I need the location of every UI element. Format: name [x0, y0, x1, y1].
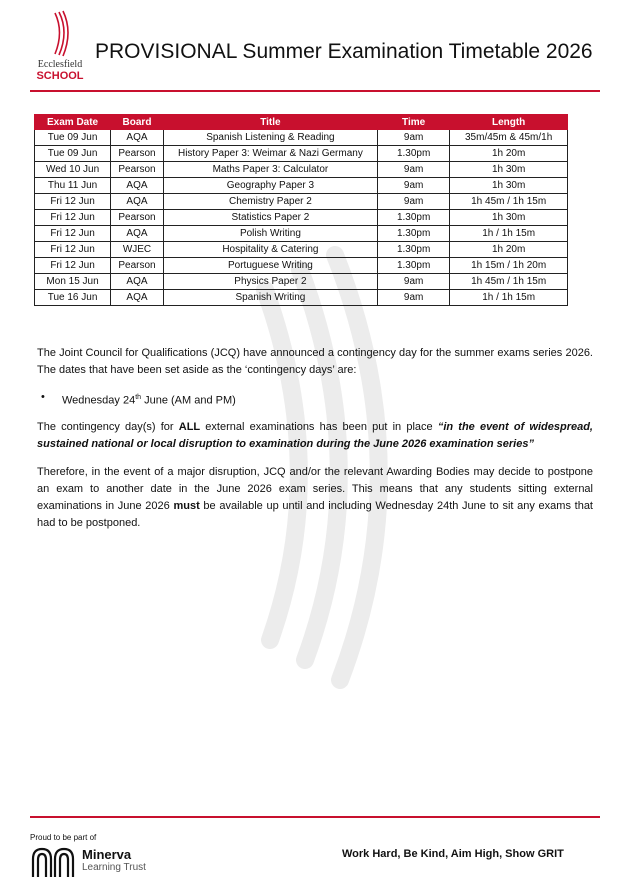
footer-motto: Work Hard, Be Kind, Aim High, Show GRIT: [342, 848, 564, 860]
cell-length: 1h 45m / 1h 15m: [450, 194, 568, 210]
cell-board: AQA: [111, 130, 164, 146]
p2-quote: “in the event of widespread, sustained national or local disruption to examination during the June 2026 examination series”: [37, 421, 593, 450]
logo-arcs-icon: [52, 10, 72, 58]
cell-length: 1h / 1h 15m: [450, 226, 568, 242]
cell-date: Tue 16 Jun: [35, 290, 111, 306]
cell-date: Fri 12 Jun: [35, 242, 111, 258]
table-header-row: [35, 115, 568, 130]
cell-length: 1h 20m: [450, 242, 568, 258]
cell-time: 9am: [377, 290, 449, 306]
cell-title: Statistics Paper 2: [163, 210, 377, 226]
cell-title: Chemistry Paper 2: [163, 194, 377, 210]
cell-title: Spanish Listening & Reading: [163, 130, 377, 146]
header-board: Board: [111, 115, 164, 130]
cell-length: 1h 15m / 1h 20m: [450, 258, 568, 274]
footer-trust: Learning Trust: [82, 862, 146, 873]
cell-board: AQA: [111, 290, 164, 306]
disruption-paragraph: [37, 464, 593, 532]
cell-length: 1h / 1h 15m: [450, 290, 568, 306]
cell-board: AQA: [111, 178, 164, 194]
cell-title: Maths Paper 3: Calculator: [163, 162, 377, 178]
cell-time: 9am: [377, 274, 449, 290]
cell-board: Pearson: [111, 162, 164, 178]
table-row: [35, 194, 568, 210]
footer-proud-text: Proud to be part of: [30, 833, 97, 842]
cell-title: History Paper 3: Weimar & Nazi Germany: [163, 146, 377, 162]
cell-board: AQA: [111, 226, 164, 242]
cell-length: 1h 45m / 1h 15m: [450, 274, 568, 290]
cell-date: Wed 10 Jun: [35, 162, 111, 178]
contingency-date-sup: th: [135, 394, 142, 401]
page-title: PROVISIONAL Summer Examination Timetable 2026: [95, 40, 593, 63]
table-row: [35, 210, 568, 226]
p3-text-a: Therefore, in the event of a major disruption, JCQ and/or the relevant Awarding Bodies may decide to postpone an exam to another date in the June 2026 exam series. This means that any students sitting external examinations in June 2026: [37, 466, 593, 512]
cell-time: 9am: [377, 178, 449, 194]
cell-time: 1.30pm: [377, 210, 449, 226]
contingency-date: [62, 389, 236, 410]
table-row: [35, 242, 568, 258]
cell-date: Fri 12 Jun: [35, 210, 111, 226]
cell-time: 1.30pm: [377, 242, 449, 258]
cell-date: Fri 12 Jun: [35, 226, 111, 242]
bullet-icon: •: [41, 391, 45, 403]
cell-time: 9am: [377, 162, 449, 178]
table-row: [35, 178, 568, 194]
cell-title: Polish Writing: [163, 226, 377, 242]
table-row: [35, 146, 568, 162]
cell-board: Pearson: [111, 210, 164, 226]
header-length: Length: [450, 115, 568, 130]
p3-text-c: be available up until and including Wednesday 24th June to sit any exams that had to be postponed.: [37, 500, 593, 529]
header-exam-date: Exam Date: [35, 115, 111, 130]
table-row: [35, 290, 568, 306]
cell-time: 9am: [377, 130, 449, 146]
minerva-logo-icon: [30, 845, 76, 879]
cell-time: 1.30pm: [377, 226, 449, 242]
contingency-date-pre: Wednesday 24: [62, 394, 136, 407]
p2-text-all: ALL: [178, 421, 201, 433]
cell-date: Thu 11 Jun: [35, 178, 111, 194]
school-name-sub: SCHOOL: [36, 70, 84, 82]
cell-title: Spanish Writing: [163, 290, 377, 306]
cell-length: 1h 30m: [450, 162, 568, 178]
footer-minerva: Minerva: [82, 847, 132, 862]
cell-title: Geography Paper 3: [163, 178, 377, 194]
cell-date: Fri 12 Jun: [35, 194, 111, 210]
table-row: [35, 258, 568, 274]
cell-board: Pearson: [111, 258, 164, 274]
exam-timetable: [34, 114, 568, 306]
cell-time: 1.30pm: [377, 258, 449, 274]
school-logo: [30, 10, 90, 82]
cell-length: 1h 30m: [450, 178, 568, 194]
cell-date: Tue 09 Jun: [35, 146, 111, 162]
cell-date: Tue 09 Jun: [35, 130, 111, 146]
cell-length: 1h 20m: [450, 146, 568, 162]
header-title: Title: [163, 115, 377, 130]
cell-length: 35m/45m & 45m/1h: [450, 130, 568, 146]
cell-title: Hospitality & Catering: [163, 242, 377, 258]
cell-time: 9am: [377, 194, 449, 210]
p2-text-a: The contingency day(s) for: [37, 421, 179, 433]
contingency-paragraph: [37, 419, 593, 453]
footer-divider: [30, 816, 600, 818]
p2-text-c: external examinations has been put in place: [200, 421, 438, 433]
table-row: [35, 162, 568, 178]
table-row: [35, 274, 568, 290]
table-row: [35, 226, 568, 242]
p3-text-must: must: [173, 500, 200, 512]
cell-date: Mon 15 Jun: [35, 274, 111, 290]
cell-length: 1h 30m: [450, 210, 568, 226]
school-name: Ecclesfield: [37, 59, 83, 70]
jcq-paragraph: The Joint Council for Qualifications (JCQ) have announced a contingency day for the summer exams series 2026. The dates that have been set aside as the ‘contingency days’ are:: [37, 347, 593, 376]
cell-title: Physics Paper 2: [163, 274, 377, 290]
cell-time: 1.30pm: [377, 146, 449, 162]
cell-title: Portuguese Writing: [163, 258, 377, 274]
cell-board: AQA: [111, 274, 164, 290]
cell-date: Fri 12 Jun: [35, 258, 111, 274]
cell-board: AQA: [111, 194, 164, 210]
header-divider: [30, 90, 600, 92]
header-time: Time: [377, 115, 449, 130]
contingency-date-post: June (AM and PM): [141, 394, 236, 407]
cell-board: Pearson: [111, 146, 164, 162]
cell-board: WJEC: [111, 242, 164, 258]
table-row: [35, 130, 568, 146]
